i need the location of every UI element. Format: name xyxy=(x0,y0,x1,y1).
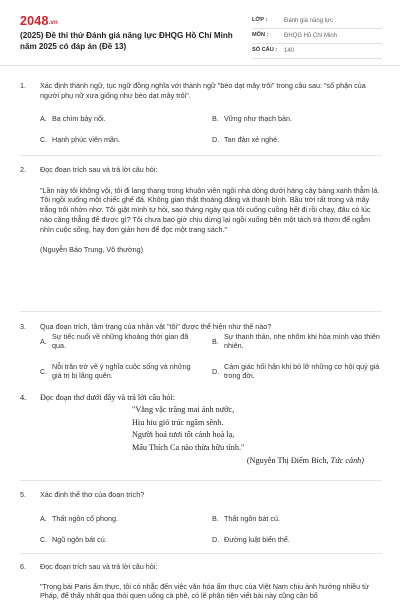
option-text: Đường luật biến thể. xyxy=(224,534,290,544)
meta-row-count xyxy=(252,44,382,59)
meta-value: 140 xyxy=(284,47,295,54)
option-b[interactable] xyxy=(212,114,292,124)
meta-key: SỐ CÂU : xyxy=(252,47,278,54)
option-text: Sự tiếc nuối về những khoảng thời gian đã qua. xyxy=(52,331,189,351)
question-number: 3. xyxy=(20,322,26,331)
option-letter: B. xyxy=(212,336,219,346)
option-d[interactable] xyxy=(212,362,382,381)
question-number: 6. xyxy=(20,562,26,571)
question-4 xyxy=(20,392,382,468)
divider xyxy=(20,480,382,481)
passage-source: (Nguyễn Bảo Trung, Vô thường) xyxy=(40,245,144,255)
poem-author-name: (Nguyễn Thị Điểm Bích, xyxy=(246,455,329,465)
option-a[interactable] xyxy=(40,514,118,524)
option-letter: B. xyxy=(212,513,219,523)
option-text: Cảm giác hối hận khi bỏ lỡ những cơ hội quý giá trong đời. xyxy=(224,361,380,381)
site-logo[interactable] xyxy=(20,13,58,30)
option-text: Vững như thạch bàn. xyxy=(224,114,292,124)
poem-work: Tức cảnh) xyxy=(330,455,364,465)
question-text: Xác định thành ngữ, tục ngữ đồng nghĩa với thành ngữ "bèo dạt mây trôi" trong câu sau: "số phận của người phụ nữ xưa giống như bèo dạt mây trôi". xyxy=(40,81,366,100)
option-letter: C. xyxy=(40,534,48,544)
option-a[interactable] xyxy=(40,114,106,124)
option-text: Ba chìm bảy nổi. xyxy=(52,114,106,124)
option-c[interactable] xyxy=(40,362,200,381)
option-text: Nỗi trăn trở về ý nghĩa cuộc sống và những giá trị bị lãng quên. xyxy=(52,361,191,381)
divider xyxy=(20,155,382,156)
option-text: Hạnh phúc viên mãn. xyxy=(52,135,120,145)
question-text: Đọc đoạn trích sau và trả lời câu hỏi: xyxy=(40,562,158,571)
option-a[interactable] xyxy=(40,332,200,351)
question-text: Đọc đoạn trích sau và trả lời câu hỏi: xyxy=(40,165,158,174)
meta-table xyxy=(252,14,382,59)
question-number: 1. xyxy=(20,81,26,90)
meta-row-class xyxy=(252,14,382,29)
option-letter: D. xyxy=(212,366,220,376)
meta-value: Đánh giá năng lực xyxy=(284,17,334,24)
poem-line: Hiu hiu gió trúc ngâm sênh. xyxy=(132,417,224,427)
question-number: 5. xyxy=(20,490,26,499)
passage: "Lần này tôi không vội, tôi đi lang thang trong khuôn viên ngôi nhà dòng dưới hàng cây bàng xanh thẫm lá. Tôi ngồi xuống một chiếc ghế đá. Không gian thật thoáng đãng và thanh bình. Bầu trời rất trong và mây trắng trôi nhởn nhơ. Tôi giật mình tự hỏi, sao tháng ngày qua tôi cuống cuồng hết đi rồi chạy, đâu có lúc nào căng thẳng để được gì? Tôi chưa bao giờ chịu dừng lại ngồi xuống bên một tách trà thơm để ngẫm nhìn cuộc sống, hay đơn giản hơn để đọc một trang sách." xyxy=(40,185,380,234)
option-letter: B. xyxy=(212,114,219,124)
question-text: Qua đoạn trích, tâm trạng của nhân vật "tôi" được thể hiện như thế nào? xyxy=(40,322,272,331)
poem-line: Người hoả tươi tốt cảnh hoà lạ, xyxy=(132,430,235,440)
divider xyxy=(20,553,382,554)
question-5 xyxy=(20,490,382,544)
option-letter: C. xyxy=(40,135,48,145)
question-number: 2. xyxy=(20,165,26,174)
option-b[interactable] xyxy=(212,332,382,351)
logo-suffix: .vn xyxy=(48,20,58,26)
meta-row-subject xyxy=(252,29,382,44)
option-text: Tan đàn xẻ nghé. xyxy=(224,135,280,145)
question-text: Xác định thể thơ của đoạn trích? xyxy=(40,490,145,499)
poem-author xyxy=(132,455,364,468)
option-c[interactable] xyxy=(40,135,120,145)
question-3 xyxy=(20,322,382,390)
poem xyxy=(132,404,382,468)
question-2 xyxy=(20,165,382,255)
meta-key: LỚP : xyxy=(252,17,268,24)
options xyxy=(40,332,382,390)
option-text: Thất ngôn cổ phong. xyxy=(52,513,118,523)
page-header xyxy=(0,0,400,66)
option-d[interactable] xyxy=(212,135,279,145)
question-number: 4. xyxy=(20,393,27,402)
options xyxy=(40,500,382,544)
option-letter: D. xyxy=(212,534,220,544)
option-text: Thất ngôn bát cú. xyxy=(224,513,280,523)
passage: "Trong bài Paris ẩm thực, tôi có nhắc đến việc văn hóa ẩm thực của Việt Nam chịu ảnh hưởng nhiều từ Pháp, để thấy nhất qua thói quen uống cà phê, có lẽ phân tiện viết bài này cũng cần bổ xyxy=(40,581,369,600)
poem-line: Mấu Thích Ca nào thừa hữu tình." xyxy=(132,443,245,453)
page-title: (2025) Đề thi thử Đánh giá năng lực ĐHQG Hồ Chí Minh năm 2025 có đáp án (Đề 13) xyxy=(20,31,233,52)
option-letter: A. xyxy=(40,336,47,346)
option-letter: A. xyxy=(40,513,47,523)
option-letter: A. xyxy=(40,114,47,124)
meta-key: MÔN : xyxy=(252,32,269,39)
option-text: Sự thanh thản, nhẹ nhõm khi hòa mình vào thiên nhiên. xyxy=(224,331,380,351)
option-text: Ngũ ngôn bát cú. xyxy=(52,534,107,544)
meta-value: ĐHQG Hồ Chí Minh xyxy=(284,32,338,39)
options xyxy=(40,100,382,144)
option-b[interactable] xyxy=(212,514,280,524)
divider xyxy=(20,311,382,312)
question-6 xyxy=(20,562,382,600)
option-c[interactable] xyxy=(40,535,107,545)
option-letter: D. xyxy=(212,135,220,145)
option-letter: C. xyxy=(40,366,48,376)
question-text: Đọc đoạn thơ dưới đây và trả lời câu hỏi: xyxy=(40,393,175,402)
question-1 xyxy=(20,81,382,144)
logo-text: 2048 xyxy=(20,14,49,28)
option-d[interactable] xyxy=(212,535,290,545)
poem-line: "Vằng vặc trăng mai ánh nước, xyxy=(132,405,235,415)
